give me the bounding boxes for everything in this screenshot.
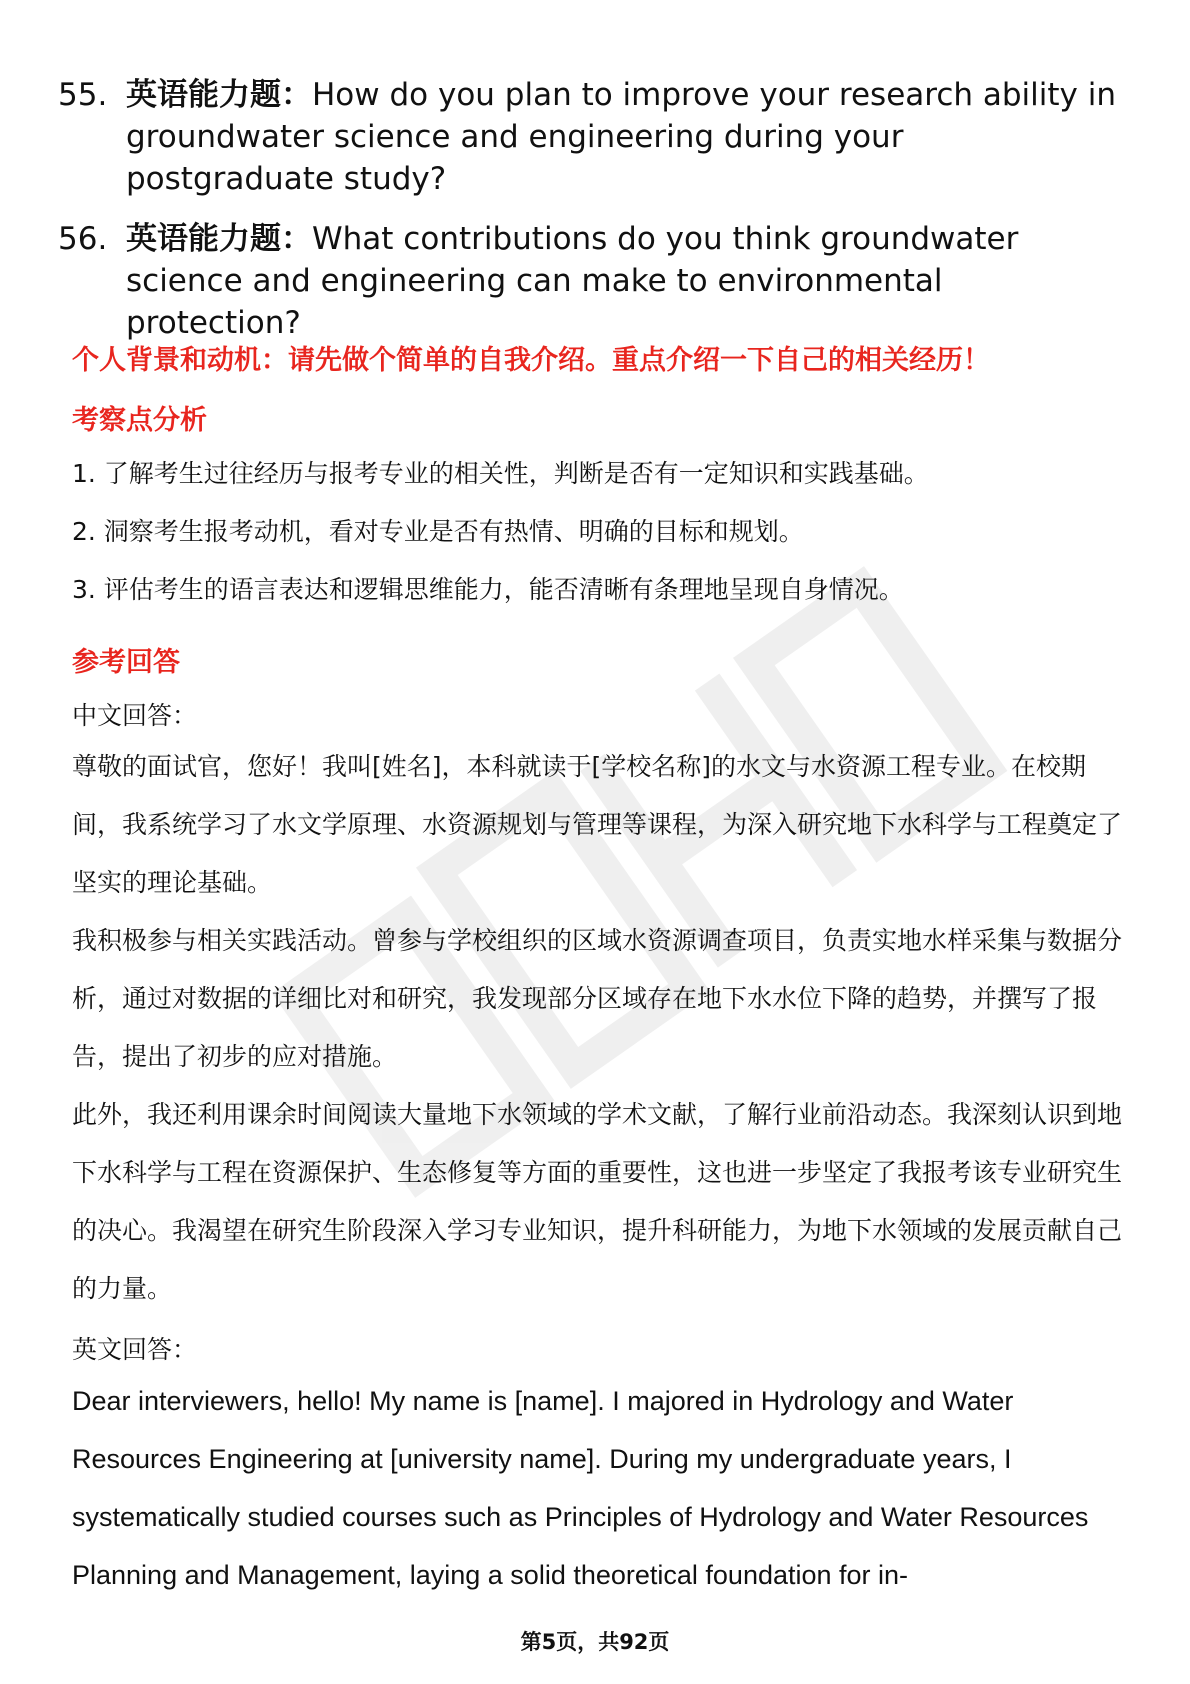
question-text: How do you plan to improve your research ability in groundwater science and engineering during your postgraduate study? xyxy=(126,77,1117,197)
analysis-point: 1. 了解考生过往经历与报考专业的相关性，判断是否有一定知识和实践基础。 xyxy=(72,459,929,488)
analysis-heading: 考察点分析 xyxy=(72,405,207,436)
question-text: What contributions do you think groundwater science and engineering can make to environmental protection? xyxy=(126,221,1019,341)
chinese-answer-paragraph: 此外，我还利用课余时间阅读大量地下水领域的学术文献，了解行业前沿动态。我深刻认识到地下水科学与工程在资源保护、生态修复等方面的重要性，这也进一步坚定了我报考该专业研究生的决心。我渴望在研究生阶段深入学习专业知识，提升科研能力，为地下水领域的发展贡献自己的力量。 xyxy=(72,1100,1123,1303)
english-answer-label: 英文回答： xyxy=(72,1335,198,1364)
question-item xyxy=(58,74,1118,200)
question-number: 55. xyxy=(58,77,108,113)
page-indicator: 第5页，共92页 xyxy=(520,1630,670,1654)
question-tag: 英语能力题： xyxy=(126,77,312,113)
question-tag: 英语能力题： xyxy=(126,221,312,257)
analysis-point: 2. 洞察考生报考动机，看对专业是否有热情、明确的目标和规划。 xyxy=(72,517,804,546)
question-number: 56. xyxy=(58,221,108,257)
english-answer-paragraph: Dear interviewers, hello! My name is [name]. I majored in Hydrology and Water Resources Engineering at [university name]. During my undergraduate years, I systematically studied courses such as Principles of Hydrology and Water Resources Planning and Management, laying a solid theoretical foundation for in- xyxy=(72,1386,1089,1590)
chinese-answer-label: 中文回答： xyxy=(72,701,198,730)
analysis-point: 3. 评估考生的语言表达和逻辑思维能力，能否清晰有条理地呈现自身情况。 xyxy=(72,575,904,604)
chinese-answer-paragraph: 我积极参与相关实践活动。曾参与学校组织的区域水资源调查项目，负责实地水样采集与数据分析，通过对数据的详细比对和研究，我发现部分区域存在地下水水位下降的趋势，并撰写了报告，提出了初步的应对措施。 xyxy=(72,926,1123,1071)
question-item xyxy=(58,218,1118,344)
section-title: 个人背景和动机：请先做个简单的自我介绍。重点介绍一下自己的相关经历！ xyxy=(72,345,990,376)
chinese-answer-paragraph: 尊敬的面试官，您好！我叫[姓名]，本科就读于[学校名称]的水文与水资源工程专业。在校期间，我系统学习了水文学原理、水资源规划与管理等课程，为深入研究地下水科学与工程奠定了坚实的理论基础。 xyxy=(72,752,1123,897)
answer-heading: 参考回答 xyxy=(72,647,180,678)
